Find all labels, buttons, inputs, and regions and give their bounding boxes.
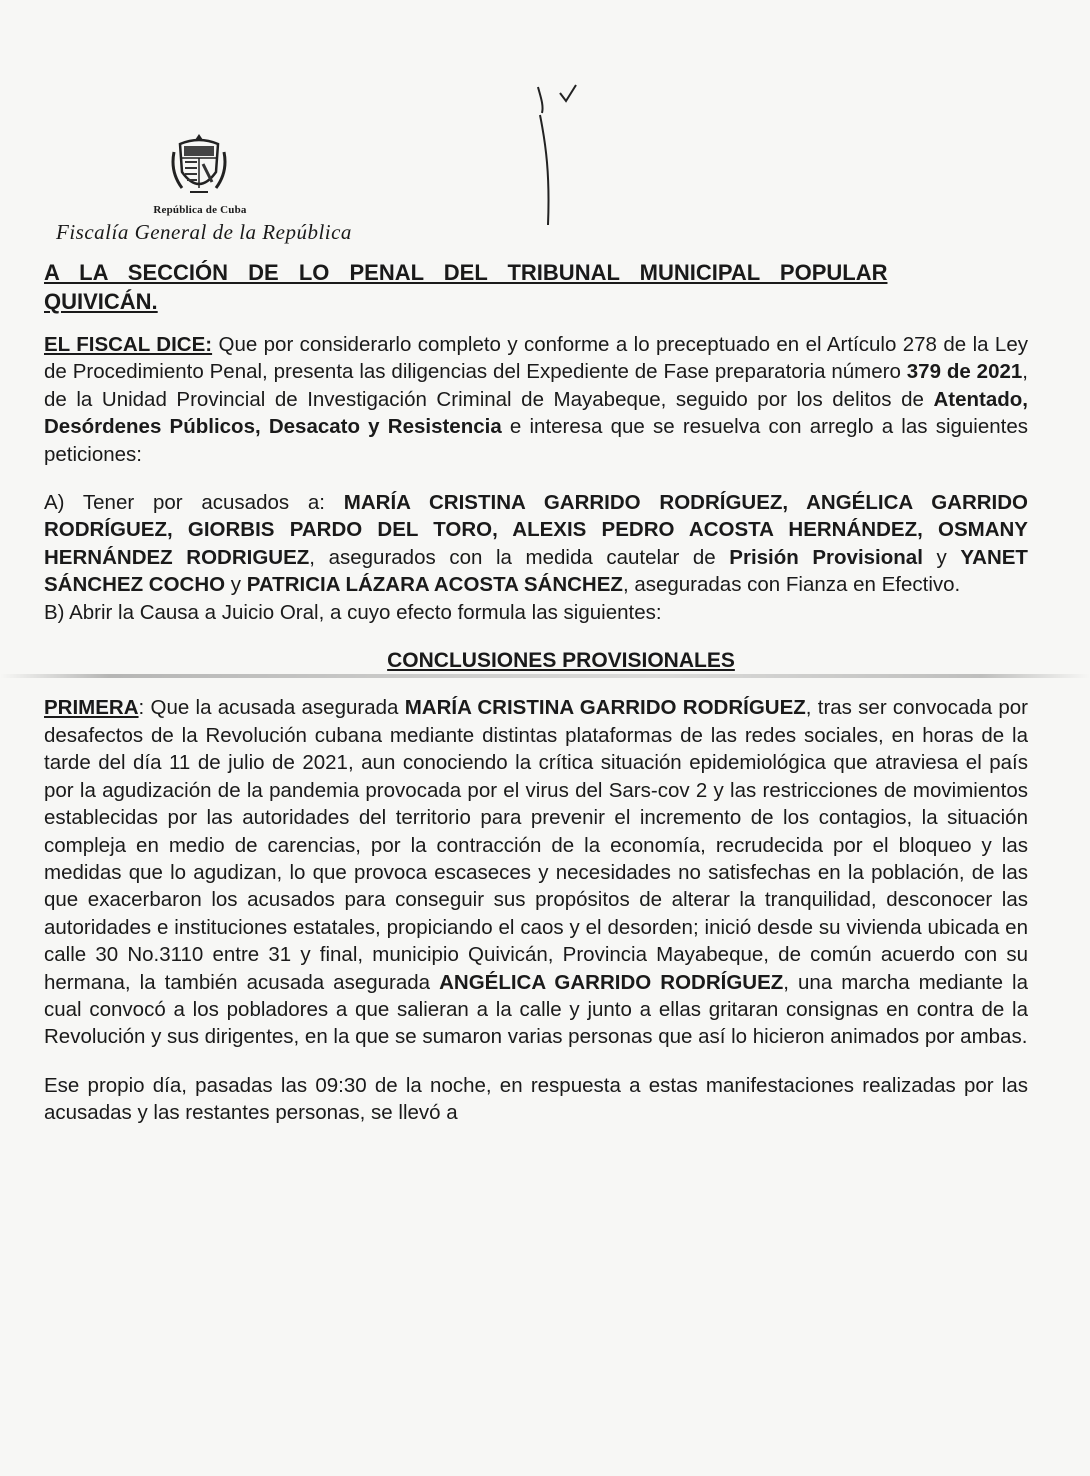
document-body <box>44 258 1028 1127</box>
petition-a-prefix: A) Tener por acusados a: <box>44 491 344 515</box>
case-number: 379 de 2021 <box>906 360 1023 384</box>
organization-name: Fiscalía General de la República <box>56 220 352 244</box>
primera-text-0: : Que la acusada asegurada <box>138 696 405 720</box>
heading-line-1: A LA SECCIÓN DE LO PENAL DEL TRIBUNAL MUNICIPAL POPULAR <box>44 260 888 285</box>
primera-label: PRIMERA <box>44 696 139 720</box>
pen-mark <box>520 75 600 235</box>
section-title: CONCLUSIONES PROVISIONALES <box>387 649 735 673</box>
petition-a-text-1: , asegurados con la medida cautelar de <box>309 545 730 569</box>
petition-a <box>44 489 1028 599</box>
primera-text-1: , tras ser convocada por desafectos de la Revolución cubana mediante distintas plataformas de las redes sociales, en horas de la tarde del día 11 de julio de 2021, aun conociendo la crítica situación epidemiológica que atraviesa el país por la agudización de la pandemia provocada por el virus del Sars-cov 2 y las restricciones de movimientos establecidas por las autoridades del territorio para prevenir el incremento de los contagios, la situación compleja en medio de carencias, por la contracción de la economía, recrudecida por el bloqueo y las medidas que lo agudizan, lo que provoca escaseces y necesidades no satisfechas en la población, de las que exacerbaron los acusados para conseguir sus propósitos de alterar la tranquilidad, desconocer las autoridades e instituciones estatales, propiciando el caos y el desorden; inició desde su vivienda ubicada en calle 30 No.3110 entre 31 y final, municipio Quivicán, Provincia Mayabeque, de común acuerdo con su hermana, la también acusada asegurada <box>44 696 1028 994</box>
intro-label: EL FISCAL DICE: <box>44 333 213 356</box>
heading-line-2: QUIVICÁN. <box>44 289 158 314</box>
primera-text-2: , una marcha mediante la cual convocó a los pobladores a que salieran a la calle y junto a ellas gritaran consignas en contra de la Revolución y sus dirigentes, en la que se sumaron varias personas que así lo hicieron animados por ambas. <box>44 970 1028 1049</box>
primera-paragraph <box>44 694 1028 1050</box>
petition-a-text-4: , aseguradas con Fianza en Efectivo. <box>622 573 961 597</box>
intro-text-2: , de la Unidad Provincial de Investigación Criminal de Mayabeque, seguido por los delitos de <box>44 360 1028 411</box>
primera-name-2: ANGÉLICA GARRIDO RODRÍGUEZ <box>439 970 784 994</box>
petition-b: B) Abrir la Causa a Juicio Oral, a cuyo efecto formula las siguientes: <box>44 600 662 624</box>
accused-names: MARÍA CRISTINA GARRIDO RODRÍGUEZ, ANGÉLICA GARRIDO RODRÍGUEZ, GIORBIS PARDO DEL TORO, ALEXIS PEDRO ACOSTA HERNÁNDEZ, OSMANY HERNÁNDEZ RODRIGUEZ <box>44 491 1028 569</box>
primera-name-1: MARÍA CRISTINA GARRIDO RODRÍGUEZ <box>404 696 806 720</box>
intro-text-3: e interesa que se resuelva con arreglo a las siguientes peticiones: <box>44 415 1028 466</box>
petition-a-text-2: y <box>922 545 961 569</box>
crimes-list: Atentado, Desórdenes Públicos, Desacato y Resistencia <box>44 387 1028 439</box>
addressee-heading <box>44 258 1028 316</box>
petition-a-text-3: y <box>225 573 247 597</box>
seal-caption: República de Cuba <box>153 204 247 216</box>
accused-names-3: PATRICIA LÁZARA ACOSTA SÁNCHEZ <box>246 573 623 597</box>
coat-of-arms-icon <box>170 132 228 198</box>
precautionary-measure: Prisión Provisional <box>729 545 923 569</box>
closing-paragraph: Ese propio día, pasadas las 09:30 de la noche, en respuesta a estas manifestaciones realizadas por las acusadas y las restantes personas, se llevó a <box>44 1073 1028 1125</box>
accused-names-2: YANET SÁNCHEZ COCHO <box>44 545 1028 597</box>
scan-smudge <box>0 674 1090 678</box>
intro-text-1: Que por considerarlo completo y conforme a lo preceptuado en el Artículo 278 de la Ley de Procedimiento Penal, presenta las diligencias del Expediente de Fase preparatoria número <box>44 333 1028 384</box>
intro-paragraph <box>44 331 1028 468</box>
